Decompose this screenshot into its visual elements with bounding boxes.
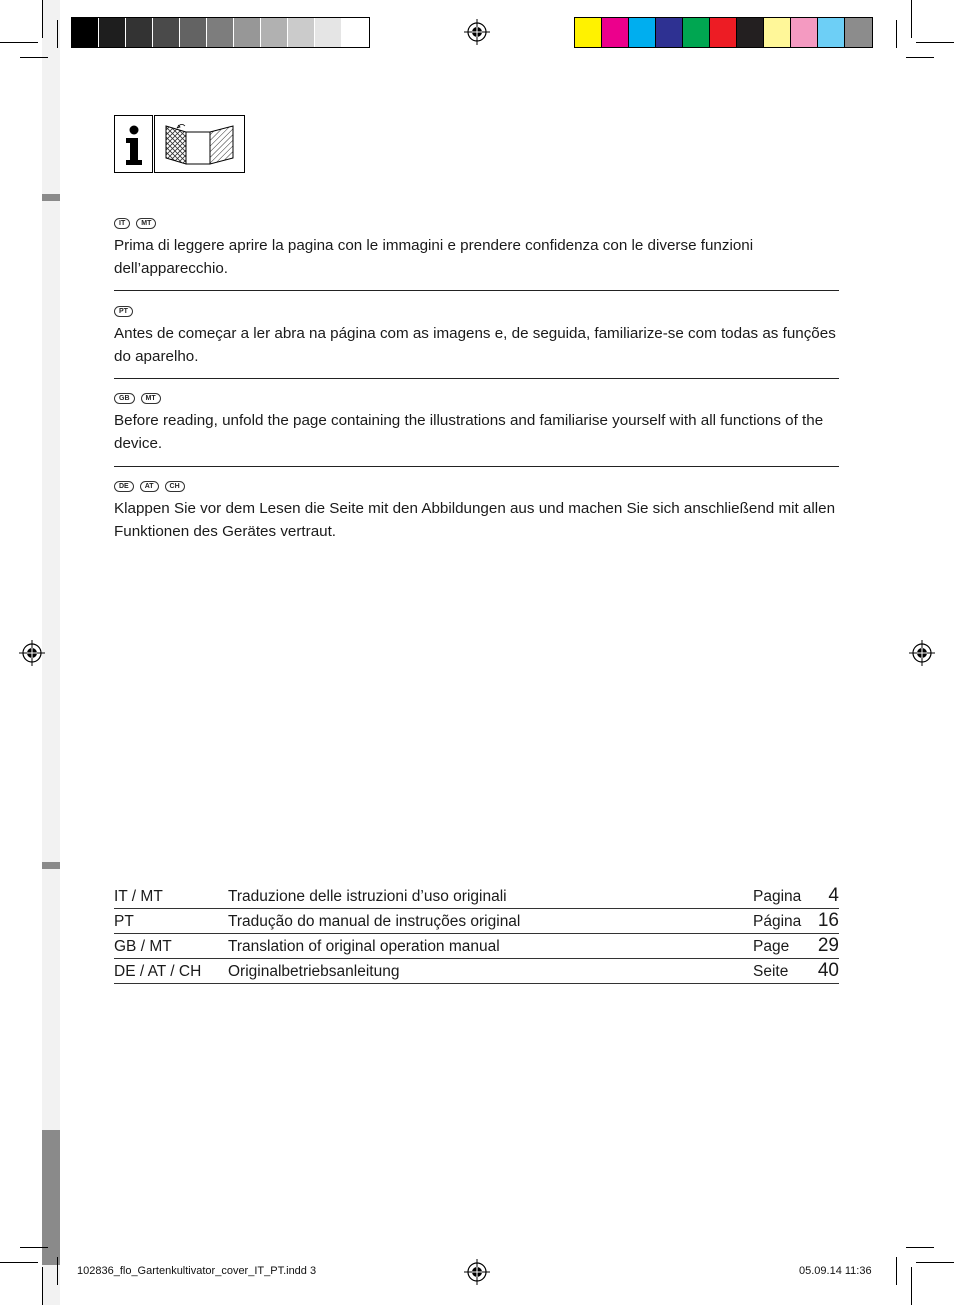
- toc-row[interactable]: [114, 909, 839, 934]
- toc-page-label: Seite: [753, 963, 789, 980]
- language-badges: [114, 306, 133, 317]
- color-swatch: [656, 18, 683, 47]
- toc-title: Traduzione delle istruzioni d’uso originali: [228, 888, 507, 905]
- toc-row[interactable]: [114, 959, 839, 984]
- language-badge: AT: [140, 481, 159, 492]
- color-swatch: [791, 18, 818, 47]
- color-swatch: [575, 18, 602, 47]
- color-swatch: [315, 18, 342, 47]
- divider: [114, 466, 839, 467]
- color-swatch: [710, 18, 737, 47]
- toc-page-number: 40: [817, 960, 839, 981]
- language-badge: MT: [136, 218, 156, 229]
- registration-mark-icon: [464, 19, 490, 45]
- color-swatch: [180, 18, 207, 47]
- color-swatch: [683, 18, 710, 47]
- toc-page-label: Pagina: [753, 888, 802, 905]
- color-swatch: [234, 18, 261, 47]
- toc-row[interactable]: [114, 934, 839, 959]
- toc-page-number: 16: [817, 910, 839, 931]
- section-text: Klappen Sie vor dem Lesen die Seite mit den Abbildungen aus und machen Sie sich anschließend mit allen Funktionen des Gerätes vertraut.: [114, 500, 836, 540]
- language-badge: PT: [114, 306, 133, 317]
- toc-page-number: 29: [817, 935, 839, 956]
- color-swatch: [737, 18, 764, 47]
- registration-mark-icon: [464, 1259, 490, 1285]
- toc-language: IT / MT: [114, 888, 163, 905]
- toc-row[interactable]: [114, 884, 839, 909]
- registration-mark-icon: [909, 640, 935, 666]
- language-badges: [114, 393, 161, 404]
- divider: [114, 378, 839, 379]
- language-badges: [114, 218, 156, 229]
- toc-language: DE / AT / CH: [114, 963, 202, 980]
- table-of-contents: [114, 884, 839, 984]
- toc-language: PT: [114, 913, 134, 930]
- section-tab-middle: [42, 862, 60, 869]
- language-badge: GB: [114, 393, 135, 404]
- toc-title: Translation of original operation manual: [228, 938, 500, 955]
- color-swatch: [72, 18, 99, 47]
- color-swatch: [764, 18, 791, 47]
- language-badges: [114, 481, 185, 492]
- color-swatch: [342, 18, 369, 47]
- color-swatch: [126, 18, 153, 47]
- toc-title: Originalbetriebsanleitung: [228, 963, 400, 980]
- toc-page-label: Page: [753, 938, 790, 955]
- section-tab-top: [42, 194, 60, 201]
- color-swatch: [818, 18, 845, 47]
- section-text: Prima di leggere aprire la pagina con le immagini e prendere confidenza con le diverse funzioni dell’apparecchio.: [114, 237, 754, 277]
- language-badge: DE: [114, 481, 134, 492]
- section-text: Before reading, unfold the page containing the illustrations and familiarise yourself with all functions of the device.: [114, 412, 824, 452]
- divider: [114, 290, 839, 291]
- color-swatch: [153, 18, 180, 47]
- color-swatch: [629, 18, 656, 47]
- toc-title: Tradução do manual de instruções original: [228, 913, 521, 930]
- section-text: Antes de começar a ler abra na página com as imagens e, de seguida, familiarize-se com todas as funções do aparelho.: [114, 325, 836, 365]
- toc-language: GB / MT: [114, 938, 172, 955]
- footer-timestamp: 05.09.14 11:36: [799, 1265, 872, 1277]
- language-badge: CH: [165, 481, 185, 492]
- color-swatch: [99, 18, 126, 47]
- process-color-bar: [574, 17, 873, 48]
- info-icon: [114, 115, 153, 173]
- toc-page-number: 4: [828, 885, 839, 906]
- toc-page-label: Página: [753, 913, 802, 930]
- grayscale-color-bar: [71, 17, 370, 48]
- fold-out-page-icon: [154, 115, 245, 173]
- language-badge: IT: [114, 218, 130, 229]
- color-swatch: [602, 18, 629, 47]
- registration-mark-icon: [19, 640, 45, 666]
- language-badge: MT: [141, 393, 161, 404]
- color-swatch: [845, 18, 872, 47]
- color-swatch: [288, 18, 315, 47]
- section-tab-bottom: [42, 1130, 60, 1265]
- color-swatch: [261, 18, 288, 47]
- color-swatch: [207, 18, 234, 47]
- footer-file-name: 102836_flo_Gartenkultivator_cover_IT_PT.indd 3: [77, 1265, 317, 1277]
